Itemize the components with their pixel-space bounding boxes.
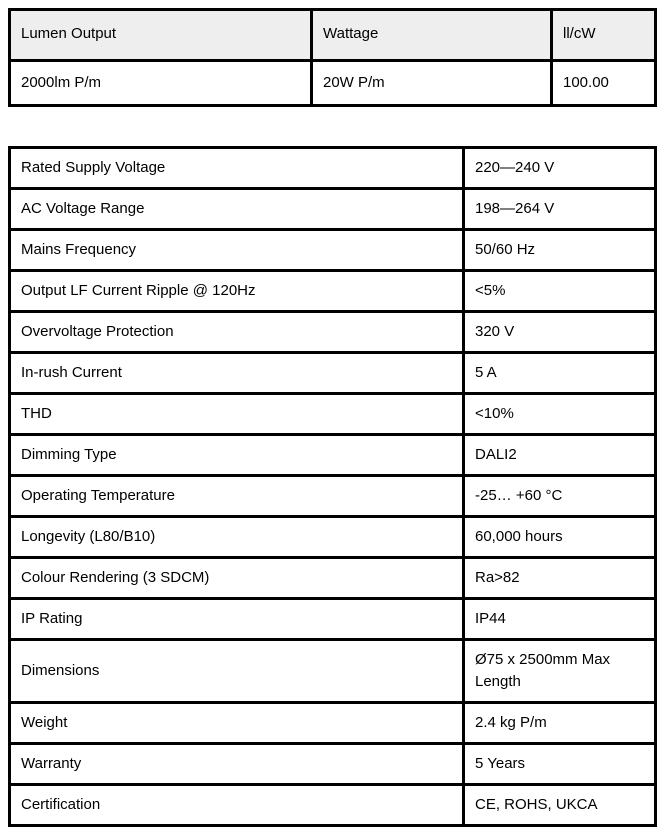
summary-table [8,8,657,107]
spec-table [8,146,657,827]
spec-row-label: In-rush Current [10,353,464,394]
spec-row [10,271,656,312]
spec-row-label: IP Rating [10,599,464,640]
summary-value-lumen-output: 2000lm P/m [10,61,312,106]
spec-row-value: IP44 [464,599,656,640]
spec-row [10,476,656,517]
spec-row-value: 50/60 Hz [464,230,656,271]
spec-row [10,394,656,435]
spec-row-value: DALI2 [464,435,656,476]
spec-row [10,558,656,599]
spec-row-value: 320 V [464,312,656,353]
spec-row-value: CE, ROHS, UKCA [464,785,656,826]
summary-header-row [10,10,656,61]
spec-row-value: 2.4 kg P/m [464,703,656,744]
spec-row [10,517,656,558]
spec-row [10,785,656,826]
spec-row-label: THD [10,394,464,435]
spec-row [10,640,656,703]
spec-row [10,230,656,271]
summary-header-lumen-output: Lumen Output [10,10,312,61]
spec-row-label: Warranty [10,744,464,785]
spec-row-label: Mains Frequency [10,230,464,271]
spec-row-value: 5 A [464,353,656,394]
spec-row-value: <10% [464,394,656,435]
summary-value-lumens-per-circuit-watt: 100.00 [552,61,656,106]
spec-row-label: Rated Supply Voltage [10,148,464,189]
summary-value-row [10,61,656,106]
spec-row-label: Output LF Current Ripple @ 120Hz [10,271,464,312]
spec-row-label: Overvoltage Protection [10,312,464,353]
spec-row-label: Certification [10,785,464,826]
spec-row-label: Colour Rendering (3 SDCM) [10,558,464,599]
spec-row-value: Ø75 x 2500mm Max Length [464,640,656,703]
spec-row [10,744,656,785]
spec-row [10,312,656,353]
spec-row [10,703,656,744]
spec-row-label: Weight [10,703,464,744]
spec-row-value: 198—264 V [464,189,656,230]
spec-row [10,189,656,230]
spec-row-value: Ra>82 [464,558,656,599]
spec-row [10,435,656,476]
spec-row-label: Longevity (L80/B10) [10,517,464,558]
spec-row-value: <5% [464,271,656,312]
spec-row-value: -25… +60 °C [464,476,656,517]
spec-row-value: 5 Years [464,744,656,785]
spec-row-value: 220—240 V [464,148,656,189]
spec-row-label: AC Voltage Range [10,189,464,230]
summary-value-wattage: 20W P/m [312,61,552,106]
spec-row [10,353,656,394]
spec-row-label: Operating Temperature [10,476,464,517]
summary-header-lumens-per-circuit-watt: ll/cW [552,10,656,61]
spec-row-label: Dimensions [10,640,464,703]
spec-row-label: Dimming Type [10,435,464,476]
summary-header-wattage: Wattage [312,10,552,61]
spec-row [10,148,656,189]
spec-row [10,599,656,640]
spec-row-value: 60,000 hours [464,517,656,558]
